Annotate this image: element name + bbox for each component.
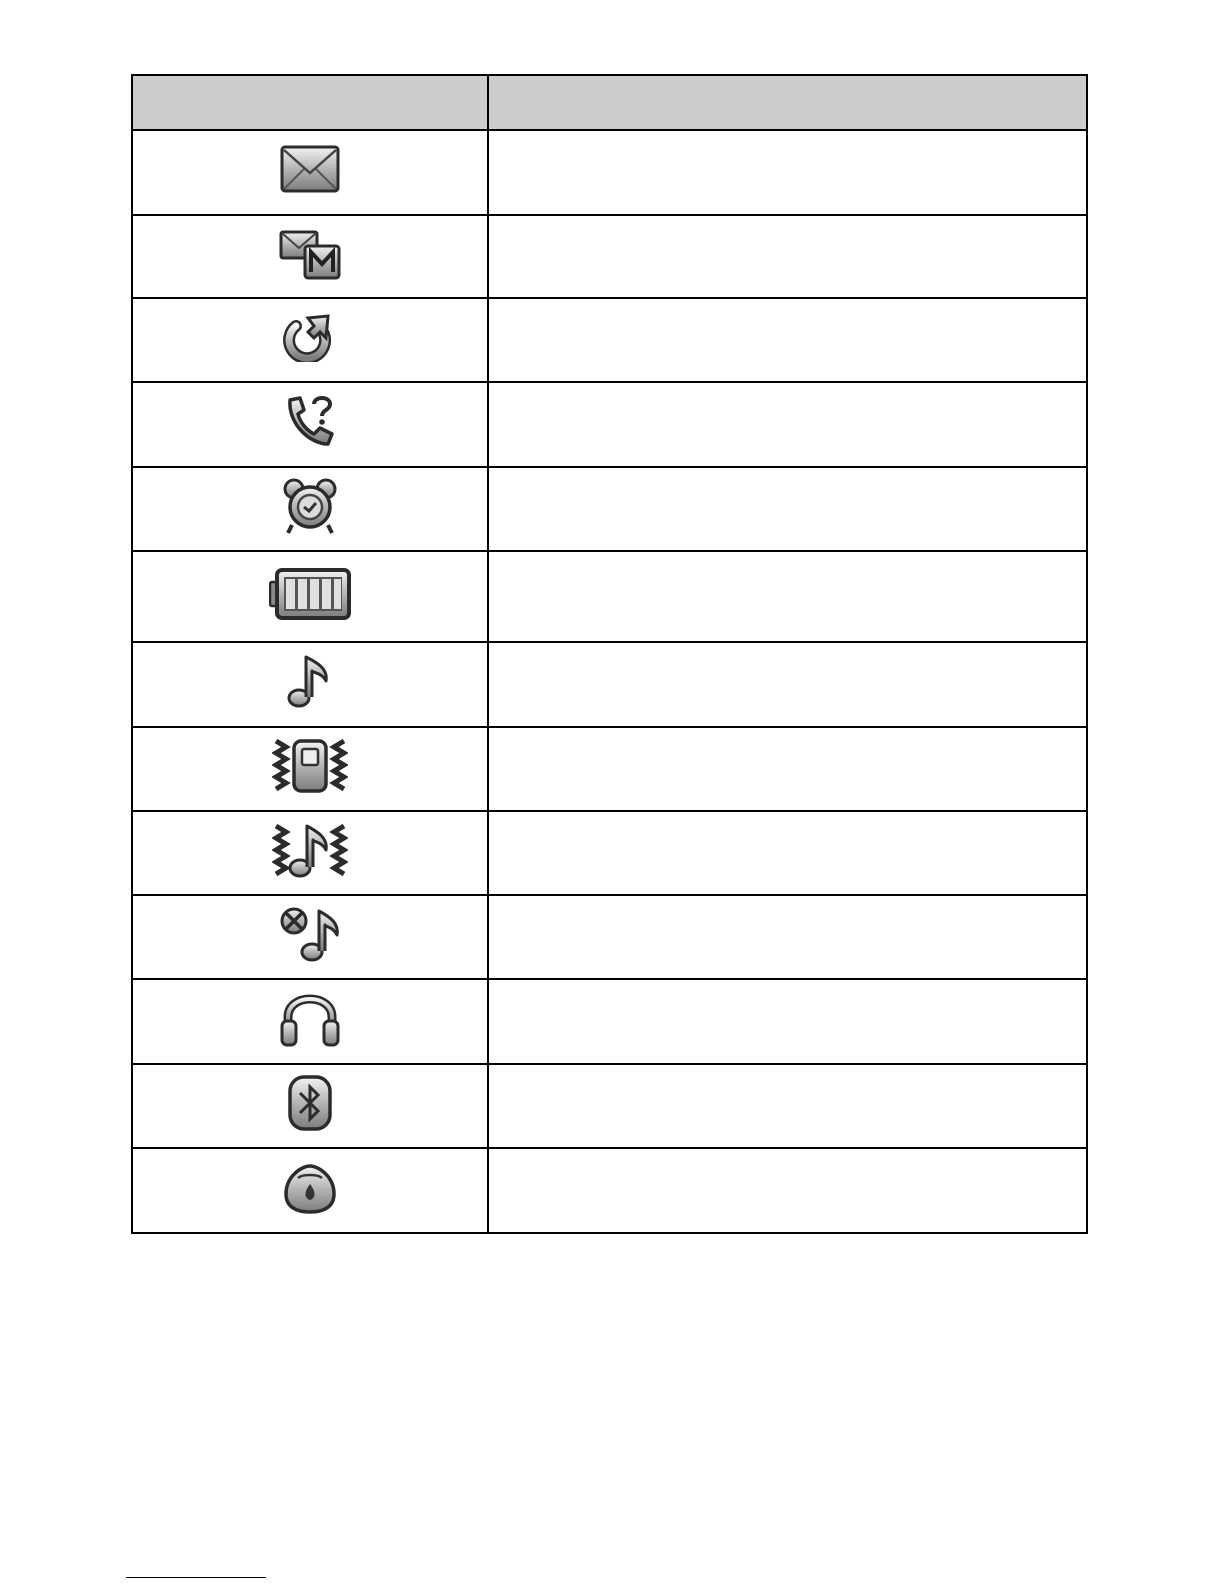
call-divert-icon — [282, 312, 338, 362]
icon-cell — [132, 895, 488, 979]
alarm-clock-icon — [282, 477, 338, 535]
table-row — [132, 130, 1087, 215]
icon-cell — [132, 130, 488, 215]
header-description-cell — [488, 75, 1087, 130]
description-cell — [488, 979, 1087, 1064]
icon-cell — [132, 215, 488, 299]
silent-mode-icon — [279, 905, 341, 963]
table-row — [132, 382, 1087, 467]
description-cell — [488, 298, 1087, 382]
icon-cell — [132, 298, 488, 382]
icon-cell — [132, 727, 488, 811]
icon-cell — [132, 979, 488, 1064]
table-row — [132, 979, 1087, 1064]
ring-only-icon — [286, 653, 334, 709]
table-row — [132, 895, 1087, 979]
table-row — [132, 727, 1087, 811]
icon-cell — [132, 467, 488, 552]
description-cell — [488, 215, 1087, 299]
status-icon-table — [131, 74, 1088, 1234]
table-row — [132, 215, 1087, 299]
description-cell — [488, 551, 1087, 642]
missed-call-icon — [282, 394, 338, 448]
description-cell — [488, 130, 1087, 215]
envelope-message-icon — [280, 145, 340, 193]
icon-cell — [132, 1148, 488, 1233]
table-row — [132, 551, 1087, 642]
table-header-row — [132, 75, 1087, 130]
vibrate-and-ring-icon — [272, 820, 348, 880]
table-row — [132, 1148, 1087, 1233]
description-cell — [488, 1064, 1087, 1149]
table-row — [132, 811, 1087, 896]
header-icon-cell — [132, 75, 488, 130]
icon-cell — [132, 1064, 488, 1149]
icon-cell — [132, 642, 488, 727]
description-cell — [488, 467, 1087, 552]
description-cell — [488, 811, 1087, 896]
icon-cell — [132, 382, 488, 467]
description-cell — [488, 895, 1087, 979]
table-row — [132, 642, 1087, 727]
multimedia-message-icon — [279, 228, 341, 280]
table-row — [132, 298, 1087, 382]
table-row — [132, 1064, 1087, 1149]
description-cell — [488, 727, 1087, 811]
outdoor-mode-icon — [280, 1162, 340, 1214]
footnote-separator — [126, 1577, 266, 1578]
table-row — [132, 467, 1087, 552]
description-cell — [488, 1148, 1087, 1233]
vibrate-only-icon — [272, 737, 348, 795]
icon-cell — [132, 811, 488, 896]
description-cell — [488, 642, 1087, 727]
headset-icon — [280, 989, 340, 1047]
icon-cell — [132, 551, 488, 642]
description-cell — [488, 382, 1087, 467]
battery-full-icon — [269, 566, 351, 622]
bluetooth-icon — [286, 1075, 334, 1131]
